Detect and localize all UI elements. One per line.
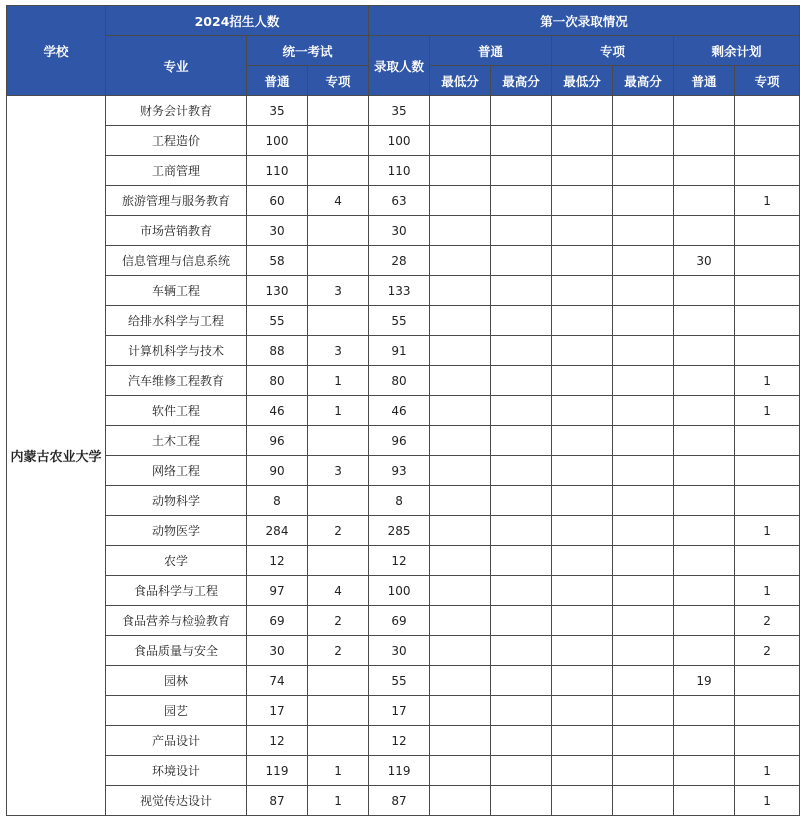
special-min-cell [552,636,613,666]
special-min-cell [552,606,613,636]
remaining-special-cell [735,696,800,726]
major-cell: 网络工程 [106,456,247,486]
admitted-count-cell: 110 [369,156,430,186]
table-row [7,186,800,216]
admitted-count-cell: 285 [369,516,430,546]
special-min-cell [552,756,613,786]
admitted-count-cell: 100 [369,576,430,606]
special-min-cell [552,246,613,276]
remaining-special-cell [735,306,800,336]
special-max-cell [613,186,674,216]
header-special-group: 专项 [552,36,674,66]
remaining-regular-cell [674,606,735,636]
special-count-cell [308,426,369,456]
regular-max-cell [491,306,552,336]
regular-count-cell: 30 [247,636,308,666]
admitted-count-cell: 119 [369,756,430,786]
remaining-special-cell [735,486,800,516]
regular-max-cell [491,576,552,606]
remaining-special-cell: 1 [735,396,800,426]
regular-count-cell: 80 [247,366,308,396]
remaining-regular-cell [674,546,735,576]
admitted-count-cell: 12 [369,546,430,576]
admitted-count-cell: 28 [369,246,430,276]
remaining-special-cell: 1 [735,366,800,396]
regular-max-cell [491,276,552,306]
table-row [7,336,800,366]
special-max-cell [613,156,674,186]
special-max-cell [613,576,674,606]
regular-min-cell [430,636,491,666]
special-min-cell [552,576,613,606]
remaining-regular-cell [674,336,735,366]
table-row [7,306,800,336]
regular-count-cell: 30 [247,216,308,246]
major-cell: 视觉传达设计 [106,786,247,816]
regular-min-cell [430,366,491,396]
major-cell: 车辆工程 [106,276,247,306]
major-cell: 给排水科学与工程 [106,306,247,336]
admitted-count-cell: 8 [369,486,430,516]
regular-count-cell: 96 [247,426,308,456]
table-row [7,216,800,246]
regular-min-cell [430,126,491,156]
major-cell: 动物科学 [106,486,247,516]
major-cell: 信息管理与信息系统 [106,246,247,276]
special-max-cell [613,606,674,636]
special-count-cell [308,306,369,336]
regular-min-cell [430,666,491,696]
regular-max-cell [491,366,552,396]
remaining-special-cell: 2 [735,606,800,636]
table-row [7,696,800,726]
remaining-regular-cell [674,156,735,186]
remaining-regular-cell [674,576,735,606]
special-min-cell [552,336,613,366]
special-count-cell [308,726,369,756]
regular-count-cell: 8 [247,486,308,516]
header-special-max: 最高分 [613,66,674,96]
remaining-regular-cell [674,516,735,546]
regular-max-cell [491,606,552,636]
admitted-count-cell: 133 [369,276,430,306]
regular-max-cell [491,696,552,726]
regular-max-cell [491,546,552,576]
header-special: 专项 [308,66,369,96]
regular-count-cell: 88 [247,336,308,366]
special-min-cell [552,546,613,576]
special-max-cell [613,666,674,696]
table-row [7,666,800,696]
special-max-cell [613,276,674,306]
special-max-cell [613,366,674,396]
admitted-count-cell: 35 [369,96,430,126]
remaining-special-cell [735,726,800,756]
special-count-cell: 1 [308,396,369,426]
remaining-special-cell [735,276,800,306]
special-count-cell [308,216,369,246]
major-cell: 园艺 [106,696,247,726]
special-max-cell [613,126,674,156]
regular-min-cell [430,516,491,546]
regular-max-cell [491,516,552,546]
special-max-cell [613,216,674,246]
remaining-special-cell: 2 [735,636,800,666]
major-cell: 动物医学 [106,516,247,546]
special-max-cell [613,786,674,816]
regular-count-cell: 12 [247,726,308,756]
table-row [7,126,800,156]
admitted-count-cell: 46 [369,396,430,426]
regular-max-cell [491,486,552,516]
major-cell: 食品科学与工程 [106,576,247,606]
regular-count-cell: 74 [247,666,308,696]
remaining-regular-cell [674,426,735,456]
regular-max-cell [491,186,552,216]
regular-count-cell: 97 [247,576,308,606]
table-row [7,786,800,816]
regular-count-cell: 130 [247,276,308,306]
header-major: 专业 [106,36,247,96]
header-first-round: 第一次录取情况 [369,6,800,36]
header-school: 学校 [7,6,106,96]
table-row [7,246,800,276]
special-max-cell [613,336,674,366]
special-count-cell [308,486,369,516]
special-min-cell [552,726,613,756]
special-max-cell [613,696,674,726]
regular-min-cell [430,186,491,216]
table-row [7,396,800,426]
regular-min-cell [430,396,491,426]
regular-min-cell [430,426,491,456]
regular-max-cell [491,666,552,696]
admission-table [6,5,800,816]
regular-max-cell [491,336,552,366]
table-row [7,486,800,516]
regular-min-cell [430,486,491,516]
header-special-min: 最低分 [552,66,613,96]
special-min-cell [552,426,613,456]
remaining-regular-cell [674,126,735,156]
admitted-count-cell: 12 [369,726,430,756]
special-count-cell [308,546,369,576]
special-min-cell [552,396,613,426]
special-min-cell [552,366,613,396]
special-count-cell: 3 [308,276,369,306]
major-cell: 产品设计 [106,726,247,756]
table-row [7,546,800,576]
regular-max-cell [491,96,552,126]
regular-min-cell [430,216,491,246]
table-body [7,96,800,816]
header-remain-regular: 普通 [674,66,735,96]
special-max-cell [613,96,674,126]
admitted-count-cell: 30 [369,216,430,246]
header-unified-exam: 统一考试 [247,36,369,66]
regular-count-cell: 90 [247,456,308,486]
admitted-count-cell: 69 [369,606,430,636]
regular-count-cell: 87 [247,786,308,816]
remaining-special-cell [735,126,800,156]
major-cell: 旅游管理与服务教育 [106,186,247,216]
major-cell: 食品质量与安全 [106,636,247,666]
table-row [7,96,800,126]
special-max-cell [613,636,674,666]
remaining-regular-cell [674,456,735,486]
remaining-special-cell [735,666,800,696]
remaining-regular-cell [674,636,735,666]
regular-max-cell [491,216,552,246]
admitted-count-cell: 30 [369,636,430,666]
table-row [7,636,800,666]
remaining-regular-cell [674,756,735,786]
special-max-cell [613,726,674,756]
major-cell: 软件工程 [106,396,247,426]
table-row [7,726,800,756]
special-count-cell: 2 [308,516,369,546]
header-enroll-2024: 2024招生人数 [106,6,369,36]
regular-min-cell [430,576,491,606]
special-count-cell [308,246,369,276]
regular-count-cell: 46 [247,396,308,426]
school-name-cell: 内蒙古农业大学 [7,96,106,816]
major-cell: 计算机科学与技术 [106,336,247,366]
remaining-special-cell [735,546,800,576]
special-min-cell [552,456,613,486]
major-cell: 农学 [106,546,247,576]
admitted-count-cell: 96 [369,426,430,456]
special-max-cell [613,396,674,426]
special-min-cell [552,306,613,336]
remaining-regular-cell [674,396,735,426]
major-cell: 财务会计教育 [106,96,247,126]
header-regular: 普通 [247,66,308,96]
remaining-special-cell [735,216,800,246]
remaining-regular-cell [674,366,735,396]
special-count-cell [308,96,369,126]
remaining-special-cell: 1 [735,186,800,216]
major-cell: 工程造价 [106,126,247,156]
special-min-cell [552,696,613,726]
regular-max-cell [491,156,552,186]
remaining-regular-cell [674,186,735,216]
table-row [7,156,800,186]
table-row [7,426,800,456]
remaining-special-cell: 1 [735,576,800,606]
major-cell: 汽车维修工程教育 [106,366,247,396]
regular-min-cell [430,786,491,816]
remaining-special-cell: 1 [735,756,800,786]
special-count-cell [308,156,369,186]
regular-count-cell: 69 [247,606,308,636]
regular-count-cell: 12 [247,546,308,576]
regular-max-cell [491,456,552,486]
regular-count-cell: 110 [247,156,308,186]
table-row [7,516,800,546]
special-min-cell [552,126,613,156]
regular-min-cell [430,306,491,336]
table-row [7,456,800,486]
special-count-cell: 3 [308,456,369,486]
regular-min-cell [430,276,491,306]
admitted-count-cell: 100 [369,126,430,156]
regular-max-cell [491,396,552,426]
table-row [7,366,800,396]
major-cell: 食品营养与检验教育 [106,606,247,636]
special-count-cell: 2 [308,636,369,666]
major-cell: 园林 [106,666,247,696]
special-max-cell [613,756,674,786]
admitted-count-cell: 55 [369,306,430,336]
special-max-cell [613,246,674,276]
remaining-regular-cell [674,486,735,516]
special-max-cell [613,486,674,516]
admitted-count-cell: 93 [369,456,430,486]
regular-min-cell [430,156,491,186]
special-count-cell [308,666,369,696]
remaining-special-cell [735,96,800,126]
special-min-cell [552,666,613,696]
major-cell: 环境设计 [106,756,247,786]
regular-min-cell [430,546,491,576]
remaining-regular-cell [674,276,735,306]
header-remain-special: 专项 [735,66,800,96]
admitted-count-cell: 63 [369,186,430,216]
special-min-cell [552,186,613,216]
table-row [7,606,800,636]
regular-count-cell: 58 [247,246,308,276]
remaining-regular-cell [674,96,735,126]
special-count-cell: 1 [308,756,369,786]
special-count-cell: 4 [308,186,369,216]
special-min-cell [552,516,613,546]
special-min-cell [552,156,613,186]
regular-max-cell [491,426,552,456]
remaining-regular-cell: 30 [674,246,735,276]
special-min-cell [552,216,613,246]
remaining-regular-cell [674,216,735,246]
remaining-special-cell [735,336,800,366]
regular-min-cell [430,96,491,126]
table-row [7,276,800,306]
major-cell: 市场营销教育 [106,216,247,246]
admitted-count-cell: 80 [369,366,430,396]
admitted-count-cell: 55 [369,666,430,696]
special-min-cell [552,786,613,816]
remaining-special-cell: 1 [735,786,800,816]
remaining-special-cell [735,156,800,186]
header-regular-group: 普通 [430,36,552,66]
regular-min-cell [430,246,491,276]
special-count-cell: 1 [308,786,369,816]
regular-min-cell [430,756,491,786]
special-count-cell: 3 [308,336,369,366]
remaining-regular-cell [674,726,735,756]
regular-count-cell: 100 [247,126,308,156]
remaining-regular-cell [674,786,735,816]
table-row [7,756,800,786]
regular-min-cell [430,606,491,636]
regular-min-cell [430,336,491,366]
special-min-cell [552,276,613,306]
special-max-cell [613,456,674,486]
special-count-cell [308,126,369,156]
major-cell: 土木工程 [106,426,247,456]
remaining-special-cell: 1 [735,516,800,546]
regular-count-cell: 119 [247,756,308,786]
remaining-regular-cell: 19 [674,666,735,696]
special-min-cell [552,96,613,126]
table-row [7,576,800,606]
regular-count-cell: 35 [247,96,308,126]
special-count-cell: 4 [308,576,369,606]
special-max-cell [613,306,674,336]
remaining-special-cell [735,246,800,276]
header-regular-min: 最低分 [430,66,491,96]
header-regular-max: 最高分 [491,66,552,96]
admitted-count-cell: 87 [369,786,430,816]
special-count-cell: 1 [308,366,369,396]
remaining-special-cell [735,456,800,486]
regular-count-cell: 60 [247,186,308,216]
regular-max-cell [491,726,552,756]
major-cell: 工商管理 [106,156,247,186]
special-count-cell [308,696,369,726]
regular-max-cell [491,756,552,786]
regular-max-cell [491,246,552,276]
header-remaining-plan: 剩余计划 [674,36,800,66]
table-header [7,6,800,96]
regular-min-cell [430,726,491,756]
remaining-regular-cell [674,696,735,726]
regular-count-cell: 284 [247,516,308,546]
remaining-special-cell [735,426,800,456]
regular-min-cell [430,456,491,486]
special-max-cell [613,516,674,546]
special-count-cell: 2 [308,606,369,636]
header-admitted: 录取人数 [369,36,430,96]
regular-count-cell: 17 [247,696,308,726]
special-max-cell [613,426,674,456]
special-min-cell [552,486,613,516]
admitted-count-cell: 91 [369,336,430,366]
regular-max-cell [491,636,552,666]
regular-count-cell: 55 [247,306,308,336]
admitted-count-cell: 17 [369,696,430,726]
regular-max-cell [491,126,552,156]
special-max-cell [613,546,674,576]
remaining-regular-cell [674,306,735,336]
regular-max-cell [491,786,552,816]
regular-min-cell [430,696,491,726]
